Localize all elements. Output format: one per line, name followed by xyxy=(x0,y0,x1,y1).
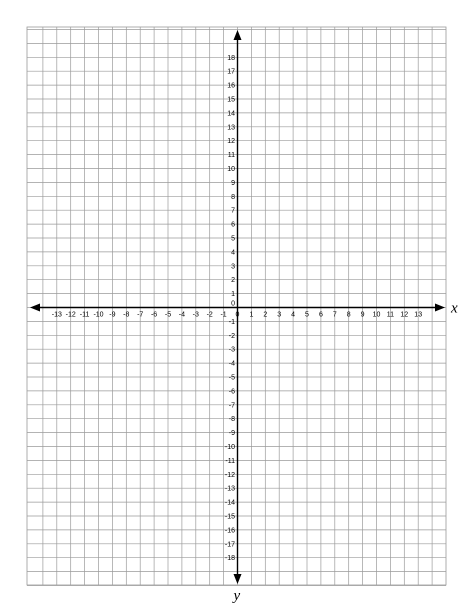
y-tick-label: -15 xyxy=(224,513,235,521)
x-tick-label: -10 xyxy=(93,311,104,319)
origin-label-x: 0 xyxy=(235,311,240,319)
y-tick-label: -4 xyxy=(228,360,235,368)
x-tick-label: -7 xyxy=(137,311,144,319)
x-tick-label: -2 xyxy=(206,311,213,319)
y-tick-label: 15 xyxy=(227,96,235,104)
y-tick-label: -11 xyxy=(225,457,235,465)
x-tick-label: 6 xyxy=(318,311,323,319)
x-tick-label: 11 xyxy=(386,311,395,319)
x-tick-label: 9 xyxy=(360,311,365,319)
y-tick-label: -6 xyxy=(228,388,235,396)
y-tick-label: 16 xyxy=(227,82,235,90)
x-tick-label: 13 xyxy=(414,311,423,319)
y-axis-label: y xyxy=(233,588,241,604)
grid-border xyxy=(27,27,446,585)
x-tick-label: -13 xyxy=(51,311,62,319)
y-tick-label: -8 xyxy=(228,416,235,424)
y-tick-label: -12 xyxy=(224,471,235,479)
y-tick-label: 8 xyxy=(231,193,235,201)
y-tick-label: 17 xyxy=(227,68,235,76)
x-axis-label: x xyxy=(451,300,458,317)
x-tick-label: -5 xyxy=(164,311,172,319)
y-tick-label: 6 xyxy=(231,221,235,229)
y-tick-label: 14 xyxy=(227,110,235,118)
x-tick-label: 10 xyxy=(372,311,381,319)
x-tick-label: -11 xyxy=(79,311,90,319)
y-tick-label: 12 xyxy=(227,138,235,146)
x-tick-label: 1 xyxy=(249,311,254,319)
y-tick-label: -10 xyxy=(224,444,235,451)
x-tick-label: -3 xyxy=(192,311,199,319)
x-tick-label: 4 xyxy=(291,311,296,319)
origin-label: 0 xyxy=(231,300,235,308)
y-tick-label: -9 xyxy=(228,430,235,438)
y-tick-label: -14 xyxy=(224,499,235,507)
y-tick-label: -7 xyxy=(228,402,235,410)
x-tick-label: 8 xyxy=(346,311,351,319)
y-tick-labels xyxy=(225,55,235,562)
y-tick-label: -5 xyxy=(228,374,235,382)
x-tick-label: -6 xyxy=(150,311,158,319)
y-tick-label: 13 xyxy=(227,124,235,132)
y-tick-label: 1 xyxy=(231,291,235,299)
x-axis-left-arrow xyxy=(30,304,40,312)
x-tick-label: -1 xyxy=(220,311,227,319)
y-tick-label: -1 xyxy=(228,318,235,326)
y-tick-label: -3 xyxy=(228,346,235,354)
x-tick-label: 3 xyxy=(277,311,282,319)
y-tick-label: -2 xyxy=(228,332,235,340)
y-tick-label: 11 xyxy=(227,152,235,160)
y-tick-label: 18 xyxy=(227,54,235,62)
grid-lines xyxy=(27,27,446,586)
y-tick-label: -13 xyxy=(224,485,235,493)
y-tick-label: -17 xyxy=(224,541,235,549)
x-tick-label: 12 xyxy=(400,311,409,319)
x-tick-label: -9 xyxy=(109,311,116,319)
y-tick-label: -16 xyxy=(224,527,235,535)
y-axis-bottom-arrow xyxy=(234,574,242,584)
x-tick-label: -8 xyxy=(123,311,130,319)
y-tick-label: 10 xyxy=(227,166,235,173)
x-tick-label: -12 xyxy=(65,311,76,319)
x-tick-label: 5 xyxy=(305,311,309,319)
y-axis-top-arrow xyxy=(234,30,242,40)
y-tick-label: 3 xyxy=(231,263,235,271)
y-tick-label: 4 xyxy=(231,249,235,257)
x-tick-label: 2 xyxy=(263,311,268,319)
y-tick-label: 5 xyxy=(231,235,235,243)
y-tick-label: -18 xyxy=(224,555,235,563)
x-axis-right-arrow xyxy=(435,304,445,312)
y-tick-label: 2 xyxy=(231,277,235,285)
y-tick-label: 7 xyxy=(231,207,235,215)
x-tick-label: 7 xyxy=(332,311,337,319)
y-tick-label: 9 xyxy=(231,179,235,187)
x-tick-label: -4 xyxy=(178,311,186,319)
